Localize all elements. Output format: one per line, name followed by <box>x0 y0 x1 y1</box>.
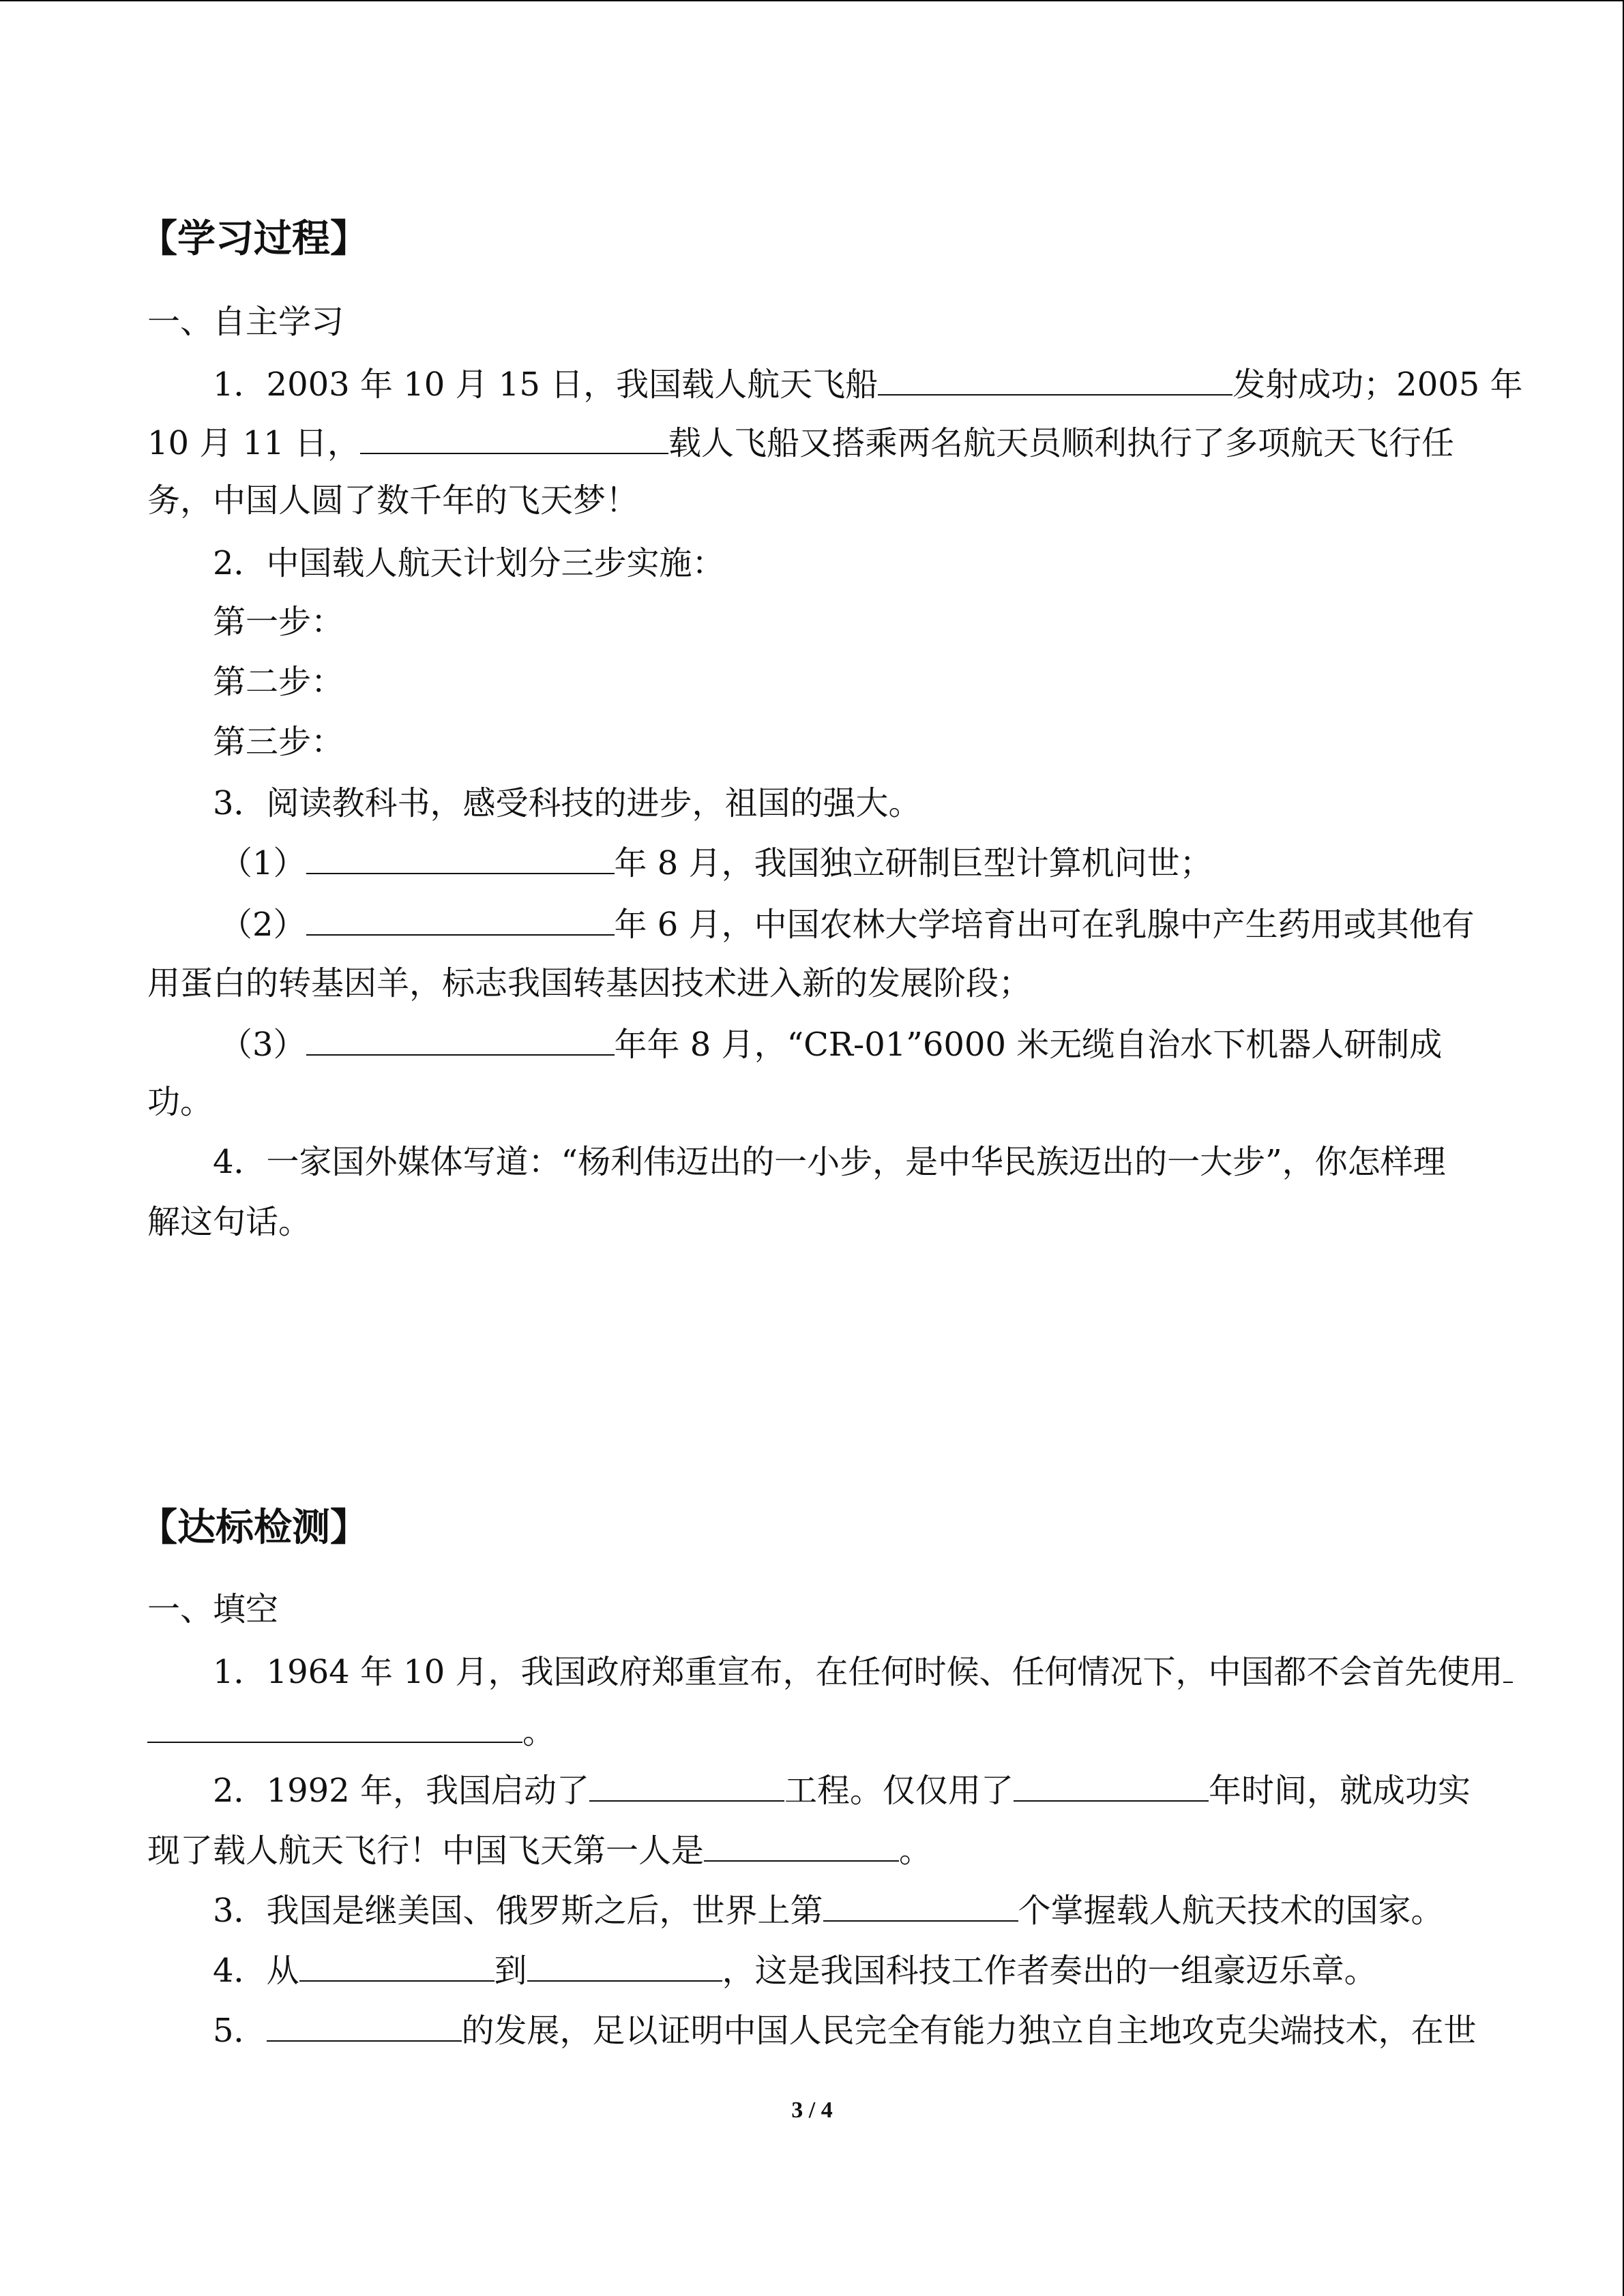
page-number: 3 / 4 <box>791 2098 833 2123</box>
answer-blank[interactable] <box>267 2009 462 2042</box>
answer-blank[interactable] <box>527 1949 722 1982</box>
s2-q3: 3．我国是继美国、俄罗斯之后，世界上第 个掌握载人航天技术的国家。 <box>213 1889 1444 1931</box>
answer-blank[interactable] <box>589 1769 784 1802</box>
answer-blank[interactable] <box>360 421 668 454</box>
s2-q4: 4．从 到 ，这是我国科技工作者奏出的一组豪迈乐章。 <box>213 1949 1377 1991</box>
q4-line1: 4．一家国外媒体写道：“杨利伟迈出的一小步，是中华民族迈出的一大步”，你怎样理 <box>213 1143 1446 1181</box>
answer-blank[interactable] <box>704 1829 899 1862</box>
answer-blank[interactable] <box>823 1889 1018 1922</box>
s2-q5: 5． 的发展，足以证明中国人民完全有能力独立自主地攻克尖端技术，在世 <box>213 2009 1477 2051</box>
answer-blank[interactable] <box>1503 1650 1513 1683</box>
q3-item3: （3） 年年 8 月，“CR-01”6000 米无缆自治水下机器人研制成 <box>220 1023 1442 1065</box>
q3-item2-cont: 用蛋白的转基因羊，标志我国转基因技术进入新的发展阶段； <box>147 964 1032 1002</box>
q1-line1: 1．2003 年 10 月 15 日，我国载人航天飞船 发射成功；2005 年 <box>213 363 1523 405</box>
q2-step3: 第三步： <box>213 723 344 761</box>
section-heading-study-process: 【学习过程】 <box>139 216 368 261</box>
q2-step2: 第二步： <box>213 663 344 701</box>
s2-q1-line2: 。 <box>147 1710 555 1753</box>
q4-line2: 解这句话。 <box>147 1203 312 1241</box>
subheading-self-study: 一、自主学习 <box>147 303 344 341</box>
s2-q2-line2: 现了载人航天飞行！中国飞天第一人是 。 <box>147 1829 932 1871</box>
section-heading-assessment: 【达标检测】 <box>139 1505 368 1550</box>
answer-blank[interactable] <box>878 363 1232 396</box>
q3-item2: （2） 年 6 月，中国农林大学培育出可在乳腺中产生药用或其他有 <box>220 903 1475 945</box>
q3-item1: （1） 年 8 月，我国独立研制巨型计算机问世； <box>220 841 1213 884</box>
answer-blank[interactable] <box>306 903 615 936</box>
q2-step1: 第一步： <box>213 603 344 641</box>
answer-blank[interactable] <box>306 841 615 874</box>
q3-title: 3．阅读教科书，感受科技的进步，祖国的强大。 <box>213 784 921 822</box>
subheading-fill-blank: 一、填空 <box>147 1590 279 1628</box>
q3-item3-cont: 功。 <box>147 1083 213 1121</box>
q2-title: 2．中国载人航天计划分三步实施： <box>213 544 725 582</box>
answer-blank[interactable] <box>306 1023 615 1056</box>
answer-blank[interactable] <box>147 1710 522 1743</box>
q1-line2: 10 月 11 日， 载人飞船又搭乘两名航天员顺利执行了多项航天飞行任 <box>147 421 1454 464</box>
s2-q2-line1: 2．1992 年，我国启动了 工程。仅仅用了 年时间，就成功实 <box>213 1769 1471 1811</box>
answer-blank[interactable] <box>299 1949 494 1982</box>
q1-line3: 务，中国人圆了数千年的飞天梦！ <box>147 481 639 520</box>
answer-blank[interactable] <box>1014 1769 1209 1802</box>
s2-q1-line1: 1．1964 年 10 月，我国政府郑重宣布，在任何时候、任何情况下，中国都不会首先使用 <box>213 1650 1513 1693</box>
